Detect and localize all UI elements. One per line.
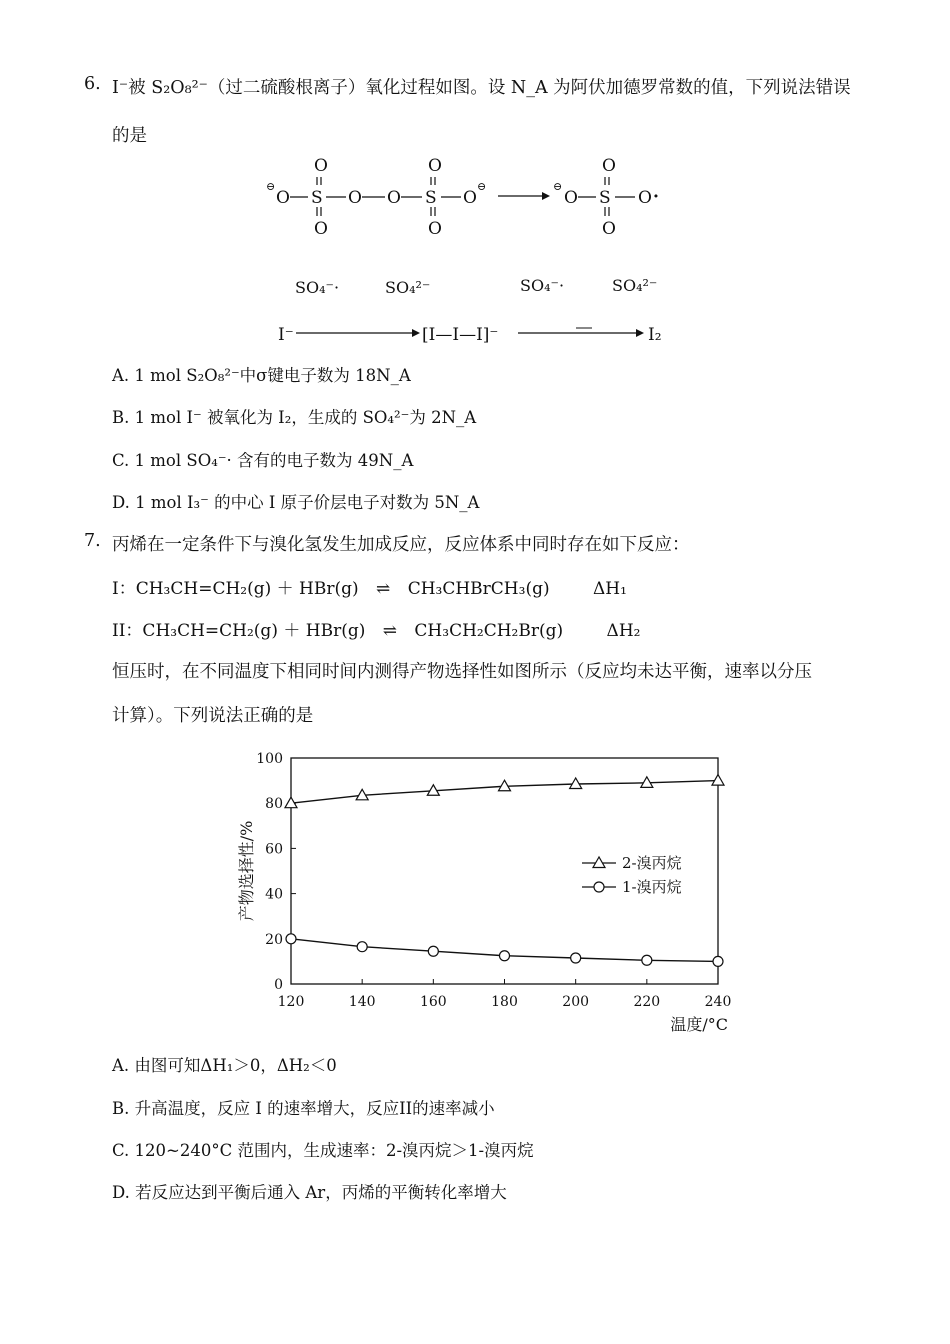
y-tick-label: 20: [265, 931, 283, 948]
q7-desc-line1: 恒压时，在不同温度下相同时间内测得产物选择性如图所示（反应均未达平衡，速率以分压: [112, 662, 812, 682]
q7-option-b: B. 升高温度，反应 I 的速率增大，反应II的速率减小: [112, 1099, 495, 1118]
svg-text:S: S: [311, 188, 323, 208]
legend-marker-1: [593, 857, 605, 868]
x-tick-label: 140: [348, 994, 376, 1010]
q6-number: 6.: [84, 74, 101, 94]
data-point-series-2: [713, 956, 723, 966]
x-tick-label: 240: [704, 994, 732, 1010]
x-tick-label: 120: [277, 994, 305, 1010]
x-tick-label: 180: [491, 994, 518, 1010]
q7-option-d: D. 若反应达到平衡后通入 Ar，丙烯的平衡转化率增大: [112, 1183, 507, 1202]
data-point-series-2: [500, 951, 510, 961]
svg-text:O: O: [314, 219, 328, 239]
x-tick-label: 160: [419, 994, 447, 1010]
svg-text:O: O: [276, 188, 290, 208]
svg-text:O: O: [314, 156, 328, 176]
q7-reaction-1: I：CH₃CH=CH₂(g) ＋ HBr(g) ⇌ CH₃CHBrCH₃(g) ΔH₁: [112, 579, 627, 599]
q6-option-d: D. 1 mol I₃⁻ 的中心 I 原子价层电子对数为 5N_A: [112, 493, 480, 512]
y-tick-label: 0: [274, 977, 283, 993]
legend-marker-2: [594, 882, 604, 892]
y-axis-label: 产物选择性/%: [237, 820, 256, 922]
svg-text:O: O: [387, 188, 401, 208]
svg-text:S: S: [425, 188, 437, 208]
data-point-series-2: [428, 946, 438, 956]
svg-text:O: O: [463, 188, 477, 208]
x-tick-label: 200: [562, 994, 590, 1010]
y-tick-label: 80: [265, 796, 283, 813]
y-tick-label: 60: [265, 841, 283, 858]
x-axis-label: 温度/°C: [670, 1015, 728, 1034]
path-end: I₂: [648, 325, 662, 345]
svg-text:·: ·: [653, 187, 659, 207]
q6-stem-line1: I⁻被 S₂O₈²⁻（过二硫酸根离子）氧化过程如图。设 N_A 为阿伏加德罗常数的值，下列说法错误: [112, 78, 851, 98]
species-label-3: SO₄⁻·: [520, 276, 565, 295]
q7-intro: 丙烯在一定条件下与溴化氢发生加成反应，反应体系中同时存在如下反应：: [112, 535, 690, 555]
data-point-series-2: [642, 955, 652, 965]
data-point-series-2: [357, 942, 367, 952]
q7-desc-line2: 计算）。下列说法正确的是: [112, 706, 314, 726]
q6-option-b: B. 1 mol I⁻ 被氧化为 I₂，生成的 SO₄²⁻为 2N_A: [112, 408, 477, 427]
path-middle: [I—I—I]⁻: [422, 325, 499, 345]
q7-option-a: A. 由图可知ΔH₁＞0，ΔH₂＜0: [112, 1056, 337, 1075]
species-label-1: SO₄⁻·: [295, 278, 340, 297]
y-tick-label: 40: [265, 886, 283, 903]
legend-label-2: 1-溴丙烷: [622, 878, 682, 896]
q6-option-a: A. 1 mol S₂O₈²⁻中σ键电子数为 18N_A: [112, 366, 411, 385]
data-point-series-2: [286, 934, 296, 944]
x-tick-label: 220: [633, 994, 661, 1010]
struct-charge-right: ⊖: [477, 180, 487, 193]
svg-text:O: O: [602, 219, 616, 239]
selectivity-chart: [220, 742, 750, 1042]
svg-text:O: O: [638, 188, 652, 208]
svg-text:S: S: [599, 188, 611, 208]
q6-mechanism-diagram: [250, 150, 700, 350]
svg-text:O: O: [348, 188, 362, 208]
q7-option-c: C. 120~240°C 范围内，生成速率：2-溴丙烷＞1-溴丙烷: [112, 1141, 534, 1160]
q6-stem-line2: 的是: [112, 126, 147, 146]
data-point-series-2: [571, 953, 581, 963]
y-tick-label: 100: [256, 751, 283, 767]
data-point-series-1: [712, 775, 724, 786]
svg-text:O: O: [564, 188, 578, 208]
q7-number: 7.: [84, 531, 101, 551]
svg-text:O: O: [428, 219, 442, 239]
svg-text:O: O: [602, 156, 616, 176]
q7-reaction-2: II：CH₃CH=CH₂(g) ＋ HBr(g) ⇌ CH₃CH₂CH₂Br(g) ΔH₂: [112, 621, 641, 641]
q6-option-c: C. 1 mol SO₄⁻· 含有的电子数为 49N_A: [112, 451, 414, 470]
species-label-4: SO₄²⁻: [612, 276, 658, 295]
legend-label-1: 2-溴丙烷: [622, 854, 682, 872]
svg-text:O: O: [428, 156, 442, 176]
path-start: I⁻: [278, 325, 294, 345]
struct-charge-left: ⊖: [266, 180, 276, 193]
species-label-2: SO₄²⁻: [385, 278, 431, 297]
svg-text:⊖: ⊖: [553, 180, 563, 193]
